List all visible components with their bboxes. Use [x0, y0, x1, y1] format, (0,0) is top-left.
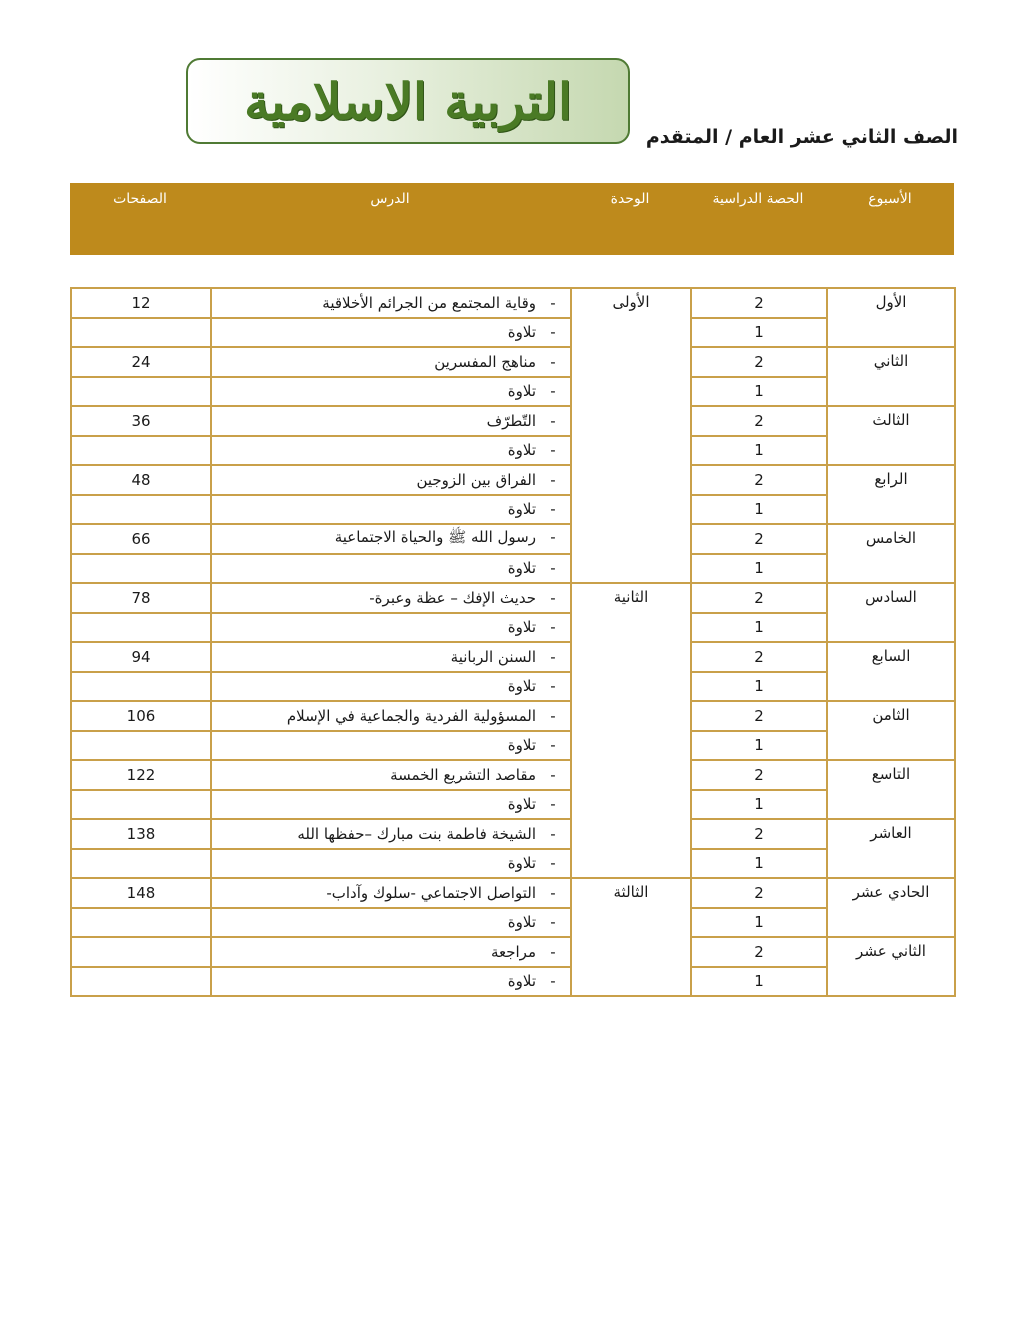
period-cell: 1 [691, 731, 827, 761]
week-cell: الأول [827, 288, 955, 347]
table-row [71, 937, 955, 967]
week-cell: الخامس [827, 524, 955, 583]
period-cell: 2 [691, 760, 827, 790]
pages-cell: 12 [71, 288, 211, 318]
lesson-cell [211, 583, 571, 613]
lesson-title: حديث الإفك – عظة وعبرة- [369, 588, 536, 607]
lesson-cell [211, 790, 571, 820]
lesson-title: تلاوة [507, 323, 536, 342]
period-cell: 2 [691, 878, 827, 908]
title-banner [186, 58, 630, 144]
pages-cell: 48 [71, 465, 211, 495]
lesson-cell [211, 613, 571, 643]
lesson-cell [211, 318, 571, 348]
period-cell: 1 [691, 495, 827, 525]
week-cell: الثاني [827, 347, 955, 406]
lesson-cell [211, 937, 571, 967]
lesson-title: تلاوة [507, 382, 536, 401]
pages-cell [71, 849, 211, 879]
pages-cell: 78 [71, 583, 211, 613]
lesson-cell [211, 967, 571, 997]
period-cell: 1 [691, 613, 827, 643]
table-row [71, 613, 955, 643]
period-cell: 2 [691, 347, 827, 377]
lesson-cell [211, 406, 571, 436]
pages-cell [71, 318, 211, 348]
table-row [71, 701, 955, 731]
table-row [71, 583, 955, 613]
lesson-title: تلاوة [507, 618, 536, 637]
pages-cell [71, 937, 211, 967]
period-cell: 1 [691, 967, 827, 997]
table-row [71, 908, 955, 938]
pages-cell [71, 495, 211, 525]
table-row [71, 288, 955, 318]
lesson-cell [211, 908, 571, 938]
week-cell: الثامن [827, 701, 955, 760]
period-cell: 1 [691, 672, 827, 702]
lesson-title: تلاوة [507, 795, 536, 814]
pages-cell: 36 [71, 406, 211, 436]
lesson-title: رسول الله ﷺ والحياة الاجتماعية [334, 527, 536, 546]
pages-cell [71, 554, 211, 584]
lesson-title: تلاوة [507, 736, 536, 755]
header-lesson: الدرس [370, 191, 410, 207]
table-row [71, 790, 955, 820]
header-period: الحصة الدراسية [712, 191, 804, 207]
period-cell: 1 [691, 790, 827, 820]
pages-cell [71, 790, 211, 820]
table-row [71, 672, 955, 702]
bullet-dash: - [550, 647, 556, 666]
bullet-dash: - [550, 500, 556, 519]
bullet-dash: - [550, 382, 556, 401]
pages-cell [71, 672, 211, 702]
lesson-plan-body [71, 288, 955, 996]
bullet-dash: - [550, 618, 556, 637]
table-row [71, 642, 955, 672]
pages-cell: 138 [71, 819, 211, 849]
period-cell: 1 [691, 849, 827, 879]
bullet-dash: - [550, 706, 556, 725]
lesson-title: الشيخة فاطمة بنت مبارك –حفظها الله [297, 824, 536, 843]
bullet-dash: - [550, 352, 556, 371]
lesson-title: تلاوة [507, 854, 536, 873]
header-unit: الوحدة [610, 191, 650, 207]
lesson-cell [211, 495, 571, 525]
pages-cell: 24 [71, 347, 211, 377]
table-row [71, 436, 955, 466]
lesson-cell [211, 347, 571, 377]
lesson-title: مراجعة [490, 942, 536, 961]
lesson-cell [211, 642, 571, 672]
week-cell: الحادي عشر [827, 878, 955, 937]
lesson-cell [211, 849, 571, 879]
lesson-title: التواصل الاجتماعي -سلوك وآداب- [326, 883, 536, 902]
period-cell: 1 [691, 554, 827, 584]
pages-cell: 122 [71, 760, 211, 790]
lesson-cell [211, 288, 571, 318]
pages-cell [71, 908, 211, 938]
bullet-dash: - [550, 293, 556, 312]
table-row [71, 524, 955, 554]
table-row [71, 347, 955, 377]
period-cell: 1 [691, 377, 827, 407]
bullet-dash: - [550, 913, 556, 932]
week-cell: الثاني عشر [827, 937, 955, 996]
period-cell: 2 [691, 524, 827, 554]
bullet-dash: - [550, 942, 556, 961]
bullet-dash: - [550, 527, 556, 546]
pages-cell: 66 [71, 524, 211, 554]
period-cell: 2 [691, 288, 827, 318]
table-row [71, 495, 955, 525]
week-cell: التاسع [827, 760, 955, 819]
pages-cell [71, 967, 211, 997]
period-cell: 2 [691, 819, 827, 849]
lesson-cell [211, 819, 571, 849]
table-row [71, 554, 955, 584]
period-cell: 1 [691, 908, 827, 938]
bullet-dash: - [550, 323, 556, 342]
pages-cell [71, 377, 211, 407]
period-cell: 2 [691, 406, 827, 436]
period-cell: 2 [691, 465, 827, 495]
bullet-dash: - [550, 411, 556, 430]
table-row [71, 967, 955, 997]
lesson-title: السنن الربانية [450, 647, 536, 666]
lesson-cell [211, 554, 571, 584]
lesson-title: التّطرّف [486, 411, 536, 430]
bullet-dash: - [550, 972, 556, 991]
period-cell: 1 [691, 436, 827, 466]
week-cell: السادس [827, 583, 955, 642]
lesson-cell [211, 731, 571, 761]
lesson-title: تلاوة [507, 913, 536, 932]
period-cell: 2 [691, 701, 827, 731]
period-cell: 2 [691, 937, 827, 967]
lesson-title: وقاية المجتمع من الجرائم الأخلاقية [322, 293, 536, 312]
lesson-title: تلاوة [507, 677, 536, 696]
bullet-dash: - [550, 765, 556, 784]
pages-cell: 148 [71, 878, 211, 908]
bullet-dash: - [550, 677, 556, 696]
period-cell: 2 [691, 583, 827, 613]
lesson-title: مقاصد التشريع الخمسة [390, 765, 536, 784]
week-cell: الرابع [827, 465, 955, 524]
lesson-title: تلاوة [507, 559, 536, 578]
table-row [71, 731, 955, 761]
lesson-cell [211, 524, 571, 554]
table-row [71, 819, 955, 849]
unit-cell: الأولى [571, 288, 691, 583]
bullet-dash: - [550, 854, 556, 873]
lesson-cell [211, 878, 571, 908]
bullet-dash: - [550, 795, 556, 814]
bullet-dash: - [550, 559, 556, 578]
header-pages: الصفحات [113, 191, 167, 207]
header-week: الأسبوع [868, 191, 912, 207]
bullet-dash: - [550, 441, 556, 460]
table-row [71, 318, 955, 348]
unit-cell: الثانية [571, 583, 691, 878]
lesson-title: الفراق بين الزوجين [416, 470, 536, 489]
bullet-dash: - [550, 588, 556, 607]
table-row [71, 377, 955, 407]
week-cell: الثالث [827, 406, 955, 465]
week-cell: السابع [827, 642, 955, 701]
unit-cell: الثالثة [571, 878, 691, 996]
pages-cell [71, 613, 211, 643]
period-cell: 1 [691, 318, 827, 348]
lesson-title: تلاوة [507, 441, 536, 460]
table-row [71, 878, 955, 908]
lesson-plan-table [70, 287, 956, 997]
table-header [70, 183, 954, 255]
grade-subtitle: الصف الثاني عشر العام / المتقدم [645, 126, 958, 148]
lesson-cell [211, 672, 571, 702]
lesson-cell [211, 701, 571, 731]
pages-cell: 94 [71, 642, 211, 672]
pages-cell [71, 436, 211, 466]
page-title: التربية الاسلامية [244, 71, 572, 131]
lesson-cell [211, 760, 571, 790]
week-cell: العاشر [827, 819, 955, 878]
bullet-dash: - [550, 736, 556, 755]
table-row [71, 406, 955, 436]
bullet-dash: - [550, 824, 556, 843]
lesson-cell [211, 465, 571, 495]
lesson-title: المسؤولية الفردية والجماعية في الإسلام [286, 706, 536, 725]
lesson-cell [211, 377, 571, 407]
bullet-dash: - [550, 470, 556, 489]
pages-cell [71, 731, 211, 761]
table-row [71, 465, 955, 495]
lesson-cell [211, 436, 571, 466]
lesson-title: تلاوة [507, 500, 536, 519]
lesson-title: تلاوة [507, 972, 536, 991]
table-row [71, 760, 955, 790]
bullet-dash: - [550, 883, 556, 902]
pages-cell: 106 [71, 701, 211, 731]
table-row [71, 849, 955, 879]
lesson-title: مناهج المفسرين [434, 352, 536, 371]
period-cell: 2 [691, 642, 827, 672]
